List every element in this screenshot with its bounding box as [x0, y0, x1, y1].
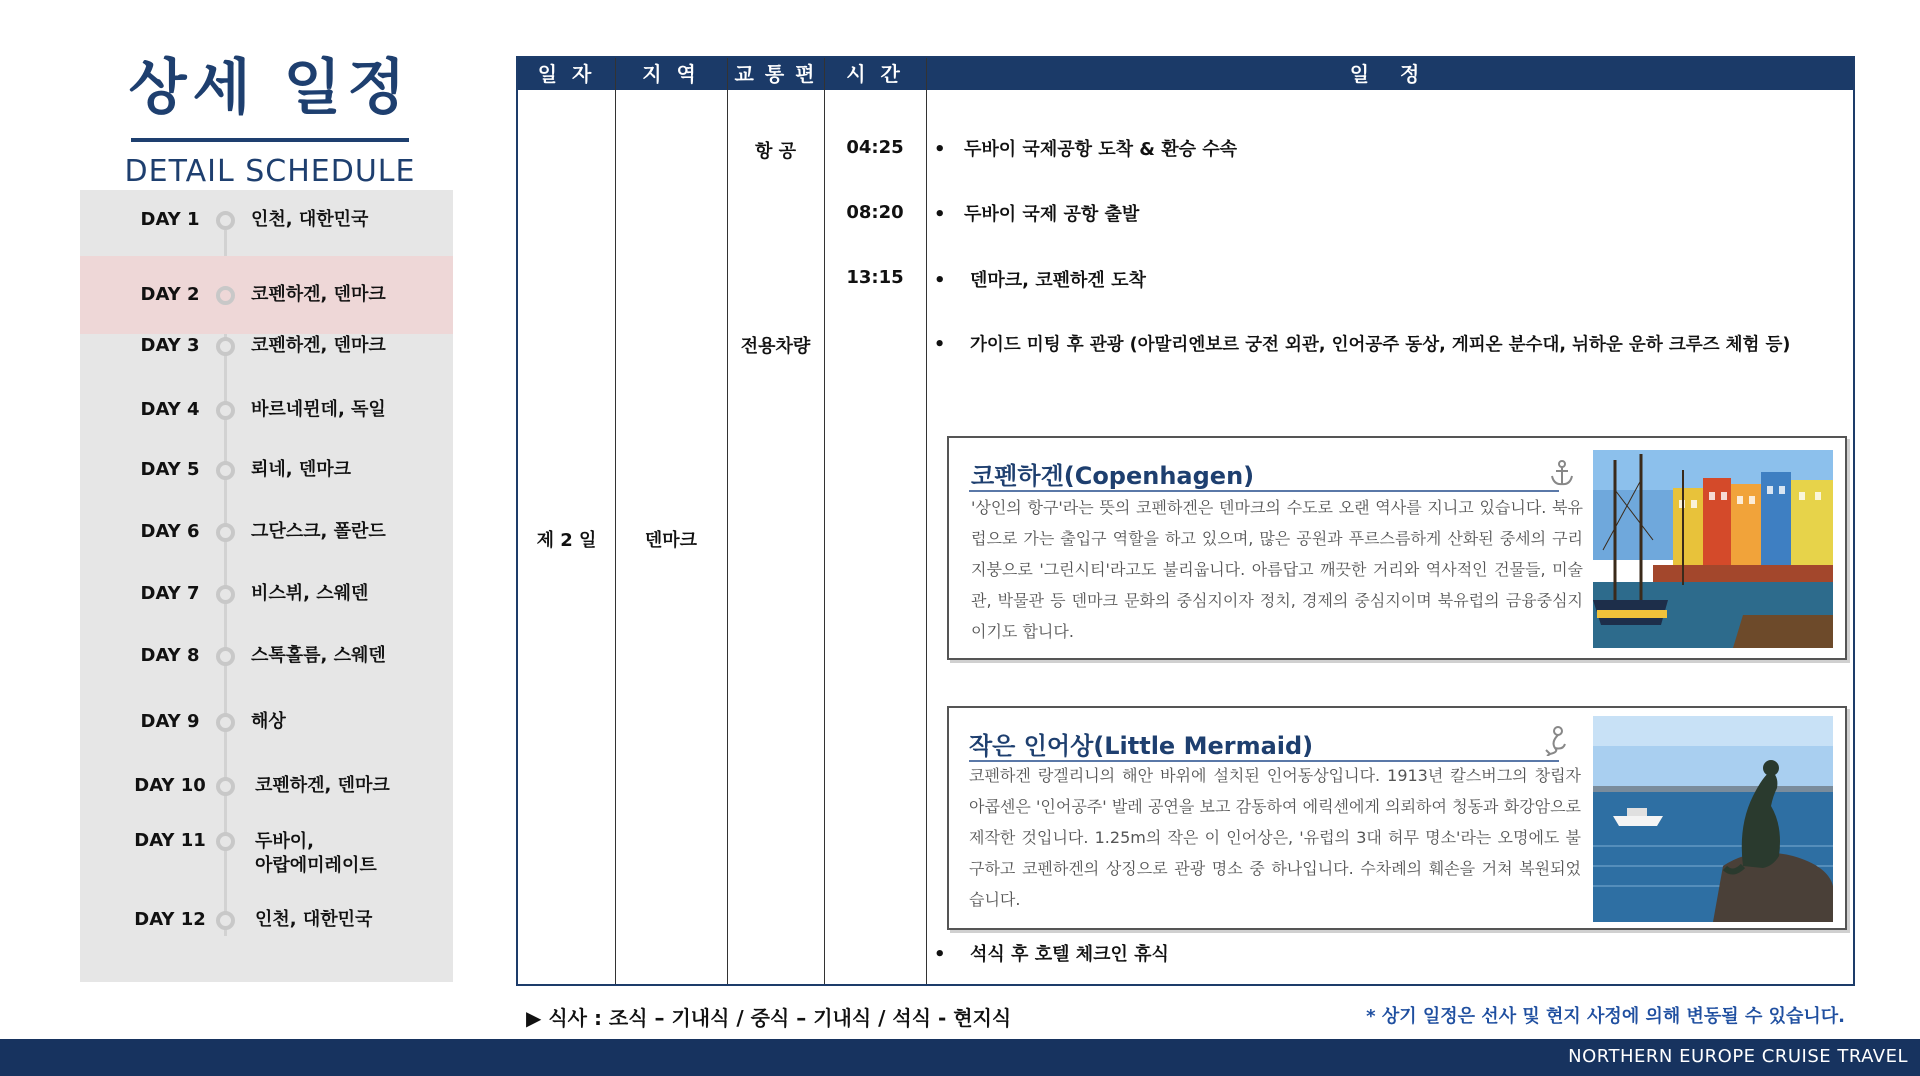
little-mermaid-photo [1593, 716, 1833, 922]
timeline-dot [216, 713, 235, 732]
timeline-dot [216, 337, 235, 356]
day-place: 바르네뮌데, 독일 [251, 399, 386, 420]
day-label: DAY 1 [140, 209, 200, 230]
day-label: DAY 2 [140, 284, 200, 305]
day-label: DAY 6 [140, 521, 200, 542]
transport-vehicle: 전용차량 [740, 336, 811, 357]
timeline-dot [216, 401, 235, 420]
itinerary-item [934, 135, 1237, 161]
itinerary-text: 가이드 미팅 후 관광 (아말리엔보르 궁전 외관, 인어공주 동상, 게피온 분수대, 뉘하운 운하 크루즈 체험 등) [970, 335, 1791, 355]
day-label: DAY 11 [134, 830, 206, 851]
day-label: DAY 5 [140, 459, 200, 480]
itinerary-item [934, 266, 1146, 292]
timeline-dot [216, 211, 235, 230]
copenhagen-nyhavn-photo [1593, 450, 1833, 648]
day-timeline-panel [80, 190, 453, 982]
day-place: 코펜하겐, 덴마크 [251, 284, 386, 305]
time-cell: 04:25 [846, 137, 904, 158]
day-item[interactable] [80, 756, 453, 816]
day-item[interactable] [80, 502, 453, 562]
column-divider [727, 58, 728, 984]
itinerary-text: 덴마크, 코펜하겐 도착 [970, 270, 1146, 291]
schedule-change-notice: * 상기 일정은 선사 및 현지 사정에 의해 변동될 수 있습니다. [1366, 1006, 1845, 1027]
itinerary-text: 석식 후 호텔 체크인 휴식 [970, 944, 1169, 965]
info-card-little-mermaid [947, 706, 1847, 930]
day-item[interactable] [80, 316, 453, 376]
day-place: 두바이, 아랍에미레이트 [255, 831, 377, 876]
date-cell: 제 2 일 [536, 530, 597, 551]
timeline-dot [216, 911, 235, 930]
header-schedule: 일 정 [1349, 62, 1432, 86]
timeline-dot [216, 647, 235, 666]
card-title: 작은 인어상(Little Mermaid) [969, 732, 1314, 760]
day-label: DAY 10 [134, 775, 206, 796]
day-label: DAY 3 [140, 335, 200, 356]
day-item[interactable] [80, 890, 453, 950]
day-place: 인천, 대한민국 [255, 909, 373, 930]
timeline-dot [216, 777, 235, 796]
day-label: DAY 9 [140, 711, 200, 732]
bullet: • [934, 335, 946, 355]
day-place: 그단스크, 폴란드 [251, 521, 386, 542]
day-place: 인천, 대한민국 [251, 209, 369, 230]
meal-note: ▶ 식사 : 조식 – 기내식 / 중식 – 기내식 / 석식 - 현지식 [526, 1006, 1012, 1030]
page-title: 상세 일정 [128, 53, 412, 123]
day-item[interactable] [80, 692, 453, 752]
day-place: 코펜하겐, 덴마크 [251, 335, 386, 356]
bullet: • [934, 270, 946, 291]
column-divider [926, 58, 927, 984]
day-item[interactable] [80, 820, 453, 886]
timeline-dot [216, 832, 235, 851]
day-item[interactable] [80, 380, 453, 440]
title-divider [131, 138, 409, 142]
header-region: 지 역 [642, 62, 700, 86]
timeline-dot [216, 523, 235, 542]
bullet: • [934, 944, 946, 965]
day-place: 비스뷔, 스웨덴 [251, 583, 369, 604]
transport-air: 항 공 [754, 141, 797, 162]
day-item[interactable] [80, 626, 453, 686]
timeline-dot [216, 286, 235, 305]
footer-bar [0, 1039, 1920, 1076]
itinerary-text: 두바이 국제공항 도착 & 환승 수속 [964, 139, 1238, 160]
header-date: 일 자 [537, 62, 596, 86]
card-body: 코펜하겐 랑겔리니의 해안 바위에 설치된 인어동상입니다. 1913년 칼스버그의 창립자 아콥센은 '인어공주' 발레 공연을 보고 감동하여 에릭센에게 의뢰하여 청동과 화강암으로 제작한 것입니다. 1.25m의 작은 이 인어상은, '유럽의 3대 허무 명소'라는 오명에도 불구하고 코펜하겐의 상징으로 관광 명소 중 하나입니다. 수차례의 훼손을 거쳐 복원되었습니다. [969, 766, 1581, 909]
title-block [80, 48, 460, 189]
footer-brand: NORTHERN EUROPE CRUISE TRAVEL [1568, 1046, 1908, 1067]
day-place: 스톡홀름, 스웨덴 [251, 645, 386, 666]
card-title: 코펜하겐(Copenhagen) [971, 462, 1255, 490]
card-body: '상인의 항구'라는 뜻의 코펜하겐은 덴마크의 수도로 오랜 역사를 지니고 있습니다. 북유럽으로 가는 출입구 역할을 하고 있으며, 많은 공원과 푸르스름하게 산화된 중세의 구리 지붕으로 '그린시티'라고도 불리웁니다. 아름답고 깨끗한 거리와 역사적인 건물들, 미술관, 박물관 등 덴마크 문화의 중심지이자 정치, 경제의 중심지이며 북유럽의 금융중심지이기도 합니다. [971, 498, 1583, 641]
day-label: DAY 7 [140, 583, 200, 604]
header-transport: 교 통 편 [734, 62, 817, 86]
day-label: DAY 12 [134, 909, 206, 930]
timeline-dot [216, 461, 235, 480]
day-item[interactable] [80, 564, 453, 624]
mermaid-icon [1541, 724, 1571, 754]
itinerary-item [934, 331, 1790, 356]
time-cell: 08:20 [846, 202, 904, 223]
column-divider [824, 58, 825, 984]
timeline-dot [216, 585, 235, 604]
info-card-copenhagen [947, 436, 1847, 660]
anchor-icon [1547, 458, 1577, 488]
day-place: 뢰네, 덴마크 [251, 459, 352, 480]
itinerary-text: 두바이 국제 공항 출발 [964, 204, 1140, 225]
itinerary-item [934, 940, 1169, 966]
itinerary-item [934, 200, 1139, 226]
table-header [518, 58, 1853, 90]
column-divider [615, 58, 616, 984]
day-item[interactable] [80, 440, 453, 500]
time-cell: 13:15 [846, 267, 904, 288]
header-time: 시 간 [846, 62, 904, 86]
day-label: DAY 4 [140, 399, 200, 420]
region-cell: 덴마크 [644, 530, 698, 551]
bullet: • [934, 139, 946, 160]
page-subtitle: DETAIL SCHEDULE [124, 154, 416, 189]
day-item[interactable] [80, 190, 453, 250]
day-place: 해상 [251, 711, 286, 732]
day-place: 코펜하겐, 덴마크 [255, 775, 390, 796]
bullet: • [934, 204, 946, 225]
day-label: DAY 8 [140, 645, 200, 666]
